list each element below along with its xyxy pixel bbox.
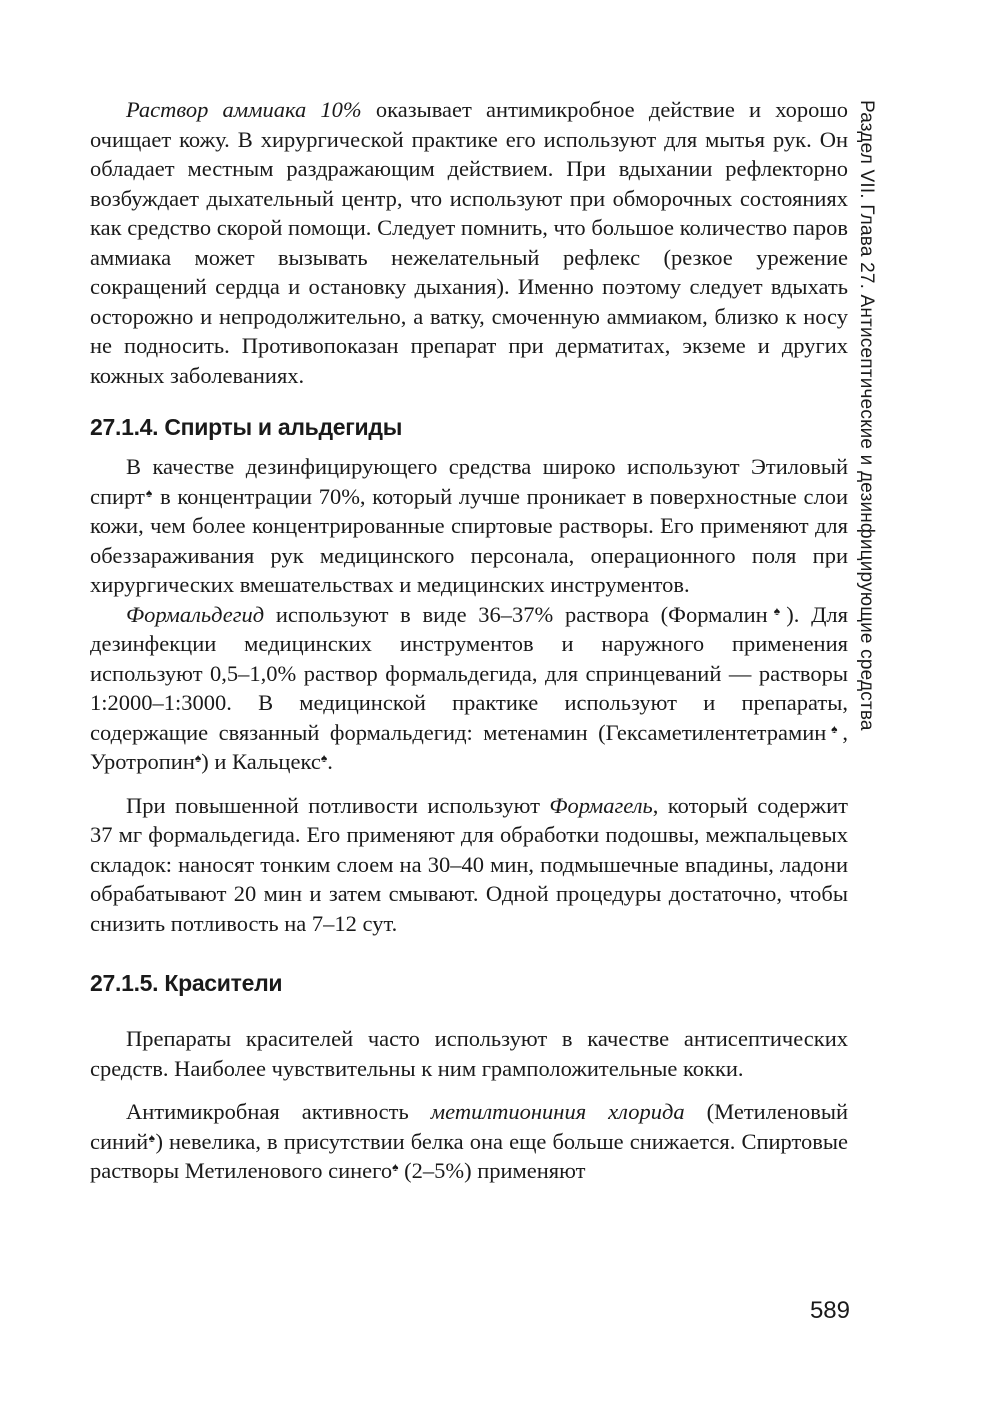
paragraph-text: В качестве дезинфицирующего средства широко используют Этиловый спирт (90, 454, 848, 509)
spade-marker: ♠ (148, 1130, 156, 1145)
paragraph-formagel (90, 791, 848, 939)
running-head: Раздел VII. Глава 27. Антисептические и дезинфицирующие средства (856, 100, 877, 731)
spade-marker: ♠ (826, 721, 843, 736)
term-formaldehyde: Формальдегид (126, 601, 265, 627)
section-heading-alcohols: 27.1.4. Спирты и альдегиды (90, 414, 403, 440)
paragraph-ethanol (90, 452, 848, 600)
paragraph-formaldehyde (90, 600, 848, 777)
paragraph-text: (2–5%) применяют (398, 1158, 586, 1183)
paragraph-text: ) невелика, в присутствии белка она еще больше снижается. Спиртовые растворы Метиленового синего (90, 1128, 849, 1183)
paragraph-methylene-blue (90, 1097, 848, 1186)
term-formagel: Формагель (549, 792, 653, 818)
spade-marker: ♠ (194, 751, 202, 765)
term-ammonia: Раствор аммиака 10% (126, 97, 362, 122)
paragraph-text: . (327, 749, 333, 774)
page-body (90, 95, 848, 1186)
spade-marker: ♠ (392, 1160, 399, 1174)
spade-marker: ♠ (320, 751, 328, 765)
paragraph-dyes: Препараты красителей часто используют в качестве антисептических средств. Наиболее чувствительны к ним грамположительные кокки. (90, 1026, 848, 1081)
paragraph-text: При повышенной потливости используют (126, 792, 550, 818)
paragraph-text: , Уротропин (90, 719, 848, 774)
paragraph-text: в концентрации 70%, который лучше проникает в поверхностные слои кожи, чем более концентрированные спиртовые растворы. Его применяют для обеззараживания рук медицинского персонала, операционного поля при хирургических вмешательствах и медицинских инструментов. (90, 483, 848, 597)
paragraph-ammonia (90, 95, 848, 390)
paragraph-text: используют в виде 36–37% раствора (Формалин (264, 601, 768, 627)
paragraph-text: ). Для дезинфекции медицинских инструментов и наружного применения используют 0,5–1,0% раствор формальдегида, для спринцеваний — растворы 1:2000–1:3000. В медицинской практике используют и препараты, содержащие связанный формальдегид: метенамин (Гексаметилентетрамин (90, 601, 849, 745)
paragraph-text: (Метиленовый синий (90, 1099, 848, 1154)
paragraph-text: , который содержит 37 мг формальдегида. Его применяют для обработки подошвы, межпальцевых складок: наносят тонким слоем на 30–40 мин, подмышечные впадины, ладони обрабатывают 20 мин и затем смывают. Одной процедуры достаточно, чтобы снизить потливость на 7–12 сут. (90, 792, 848, 936)
page-number: 589 (809, 1297, 850, 1324)
spade-marker: ♠ (767, 603, 787, 618)
paragraph-text: ) и Кальцекс (201, 749, 321, 774)
spade-marker: ♠ (144, 485, 154, 500)
paragraph-text: Антимикробная активность (126, 1099, 431, 1124)
term-methylthioninium: метилтиониния хлорида (430, 1099, 685, 1124)
section-heading-dyes: 27.1.5. Красители (90, 970, 283, 996)
paragraph-text: оказывает антимикробное действие и хорошо очищает кожу. В хирургической практике его используют для мытья рук. Он обладает местным раздражающим действием. При вдыхании рефлекторно возбуждает дыхательный центр, что используют при обморочных состояниях как средство скорой помощи. Следует помнить, что большое количество паров аммиака может вызывать нежелательный рефлекс (резкое урежение сокращений сердца и остановку дыхания). Именно поэтому следует вдыхать осторожно и непродолжительно, а ватку, смоченную аммиаком, близко к носу не подносить. Противопоказан препарат при дерматитах, экземе и других кожных заболеваниях. (90, 97, 848, 388)
